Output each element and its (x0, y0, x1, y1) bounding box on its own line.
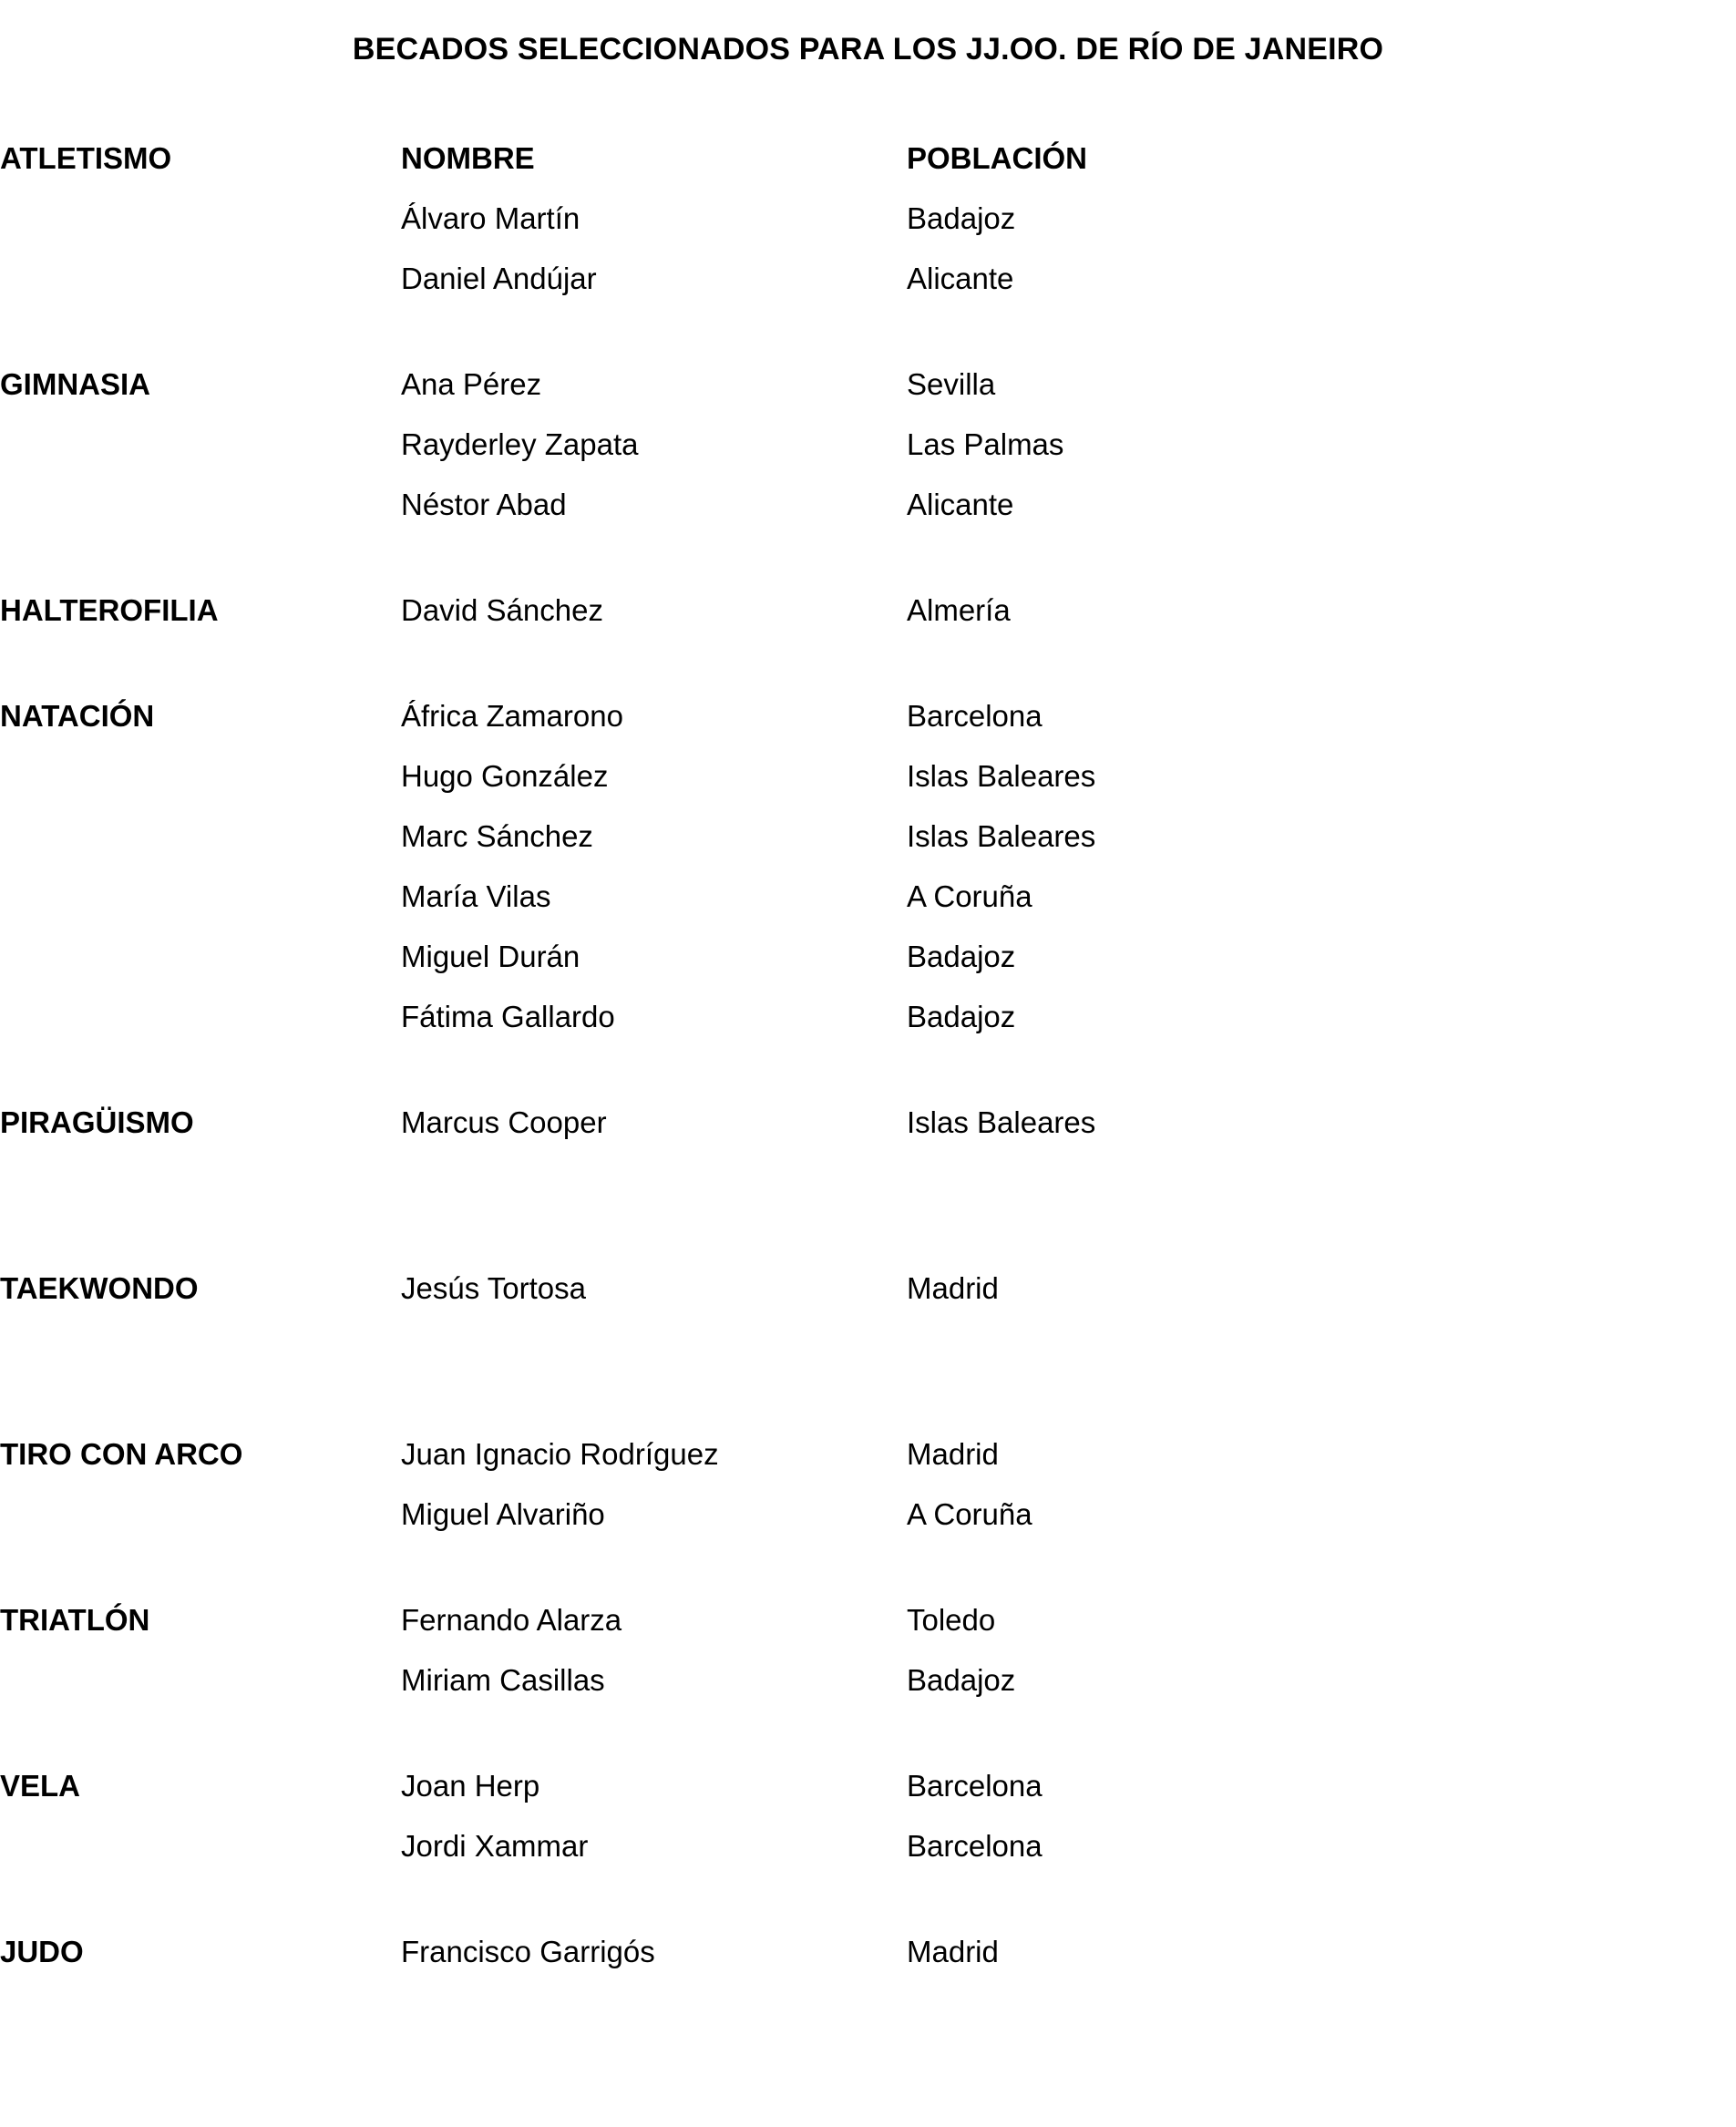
athlete-city: Alicante (907, 487, 1014, 521)
athlete-name: Juan Ignacio Rodríguez (401, 1436, 719, 1471)
sport-cell (0, 415, 401, 475)
group-spacer (0, 641, 1736, 686)
athlete-name: Marc Sánchez (401, 818, 593, 853)
sport-cell: TIRO CON ARCO (0, 1436, 243, 1471)
table-row (0, 189, 1736, 249)
sport-cell (0, 189, 401, 249)
athlete-city: Las Palmas (907, 426, 1064, 461)
sport-cell (0, 1485, 401, 1545)
athlete-city: Madrid (907, 1436, 999, 1471)
athlete-city: Madrid (907, 1270, 999, 1305)
athlete-name: Ana Pérez (401, 366, 542, 401)
table-body (0, 128, 1736, 1982)
athlete-name: Néstor Abad (401, 487, 567, 521)
athlete-name: Rayderley Zapata (401, 426, 639, 461)
column-header-name: NOMBRE (401, 140, 535, 175)
athlete-name: Francisco Garrigós (401, 1934, 655, 1968)
sport-cell: GIMNASIA (0, 366, 150, 401)
group-spacer (0, 1545, 1736, 1590)
group-spacer (0, 1153, 1736, 1259)
athlete-name: África Zamarono (401, 698, 623, 733)
athlete-city: Badajoz (907, 999, 1016, 1033)
group-spacer (0, 1711, 1736, 1756)
athlete-city: Alicante (907, 261, 1014, 295)
athlete-city: Islas Baleares (907, 818, 1096, 853)
spacer-cell (1454, 415, 1736, 475)
athlete-name: Miguel Durán (401, 939, 580, 973)
sport-cell (0, 1650, 401, 1711)
sport-cell (0, 475, 401, 535)
sport-cell: TRIATLÓN (0, 1602, 150, 1637)
table-row (0, 927, 1736, 987)
column-header-sport: ATLETISMO (0, 140, 172, 175)
table-row (0, 354, 1736, 415)
spacer-cell (1454, 1650, 1736, 1711)
spacer-cell (1454, 1259, 1736, 1319)
athlete-city: A Coruña (907, 879, 1032, 913)
athlete-name: Marcus Cooper (401, 1105, 607, 1139)
page-title: BECADOS SELECCIONADOS PARA LOS JJ.OO. DE RÍO DE JANEIRO (352, 32, 1384, 67)
athlete-name: Álvaro Martín (401, 200, 580, 235)
sport-cell: HALTEROFILIA (0, 592, 219, 627)
sport-cell (0, 867, 401, 927)
spacer-cell (1454, 249, 1736, 309)
sport-cell (0, 927, 401, 987)
group-spacer (0, 309, 1736, 354)
spacer-cell (1454, 581, 1736, 641)
table-row (0, 1650, 1736, 1711)
athlete-name: María Vilas (401, 879, 551, 913)
table-row (0, 1485, 1736, 1545)
spacer-cell (1454, 189, 1736, 249)
sport-cell: TAEKWONDO (0, 1270, 199, 1305)
athlete-city: Islas Baleares (907, 1105, 1096, 1139)
sport-cell: VELA (0, 1768, 81, 1803)
table-row (0, 867, 1736, 927)
athlete-name: Jesús Tortosa (401, 1270, 586, 1305)
athlete-city: Barcelona (907, 1768, 1043, 1803)
table-row (0, 1424, 1736, 1485)
group-spacer (0, 535, 1736, 581)
table-row (0, 987, 1736, 1047)
spacer-cell (1454, 867, 1736, 927)
spacer-cell (1454, 686, 1736, 746)
spacer-cell (1454, 1816, 1736, 1876)
table-row (0, 249, 1736, 309)
table-row (0, 1816, 1736, 1876)
group-spacer (0, 1047, 1736, 1093)
table-row (0, 1093, 1736, 1153)
athlete-name: Fernando Alarza (401, 1602, 622, 1637)
spacer-cell (1454, 1424, 1736, 1485)
athlete-name: David Sánchez (401, 592, 603, 627)
sport-cell (0, 807, 401, 867)
sport-cell (0, 746, 401, 807)
table-row (0, 1259, 1736, 1319)
table-row (0, 686, 1736, 746)
spacer-cell (1454, 1756, 1736, 1816)
athlete-city: Barcelona (907, 1828, 1043, 1863)
athlete-city: Madrid (907, 1934, 999, 1968)
table-row (0, 475, 1736, 535)
athlete-name: Fátima Gallardo (401, 999, 615, 1033)
athlete-city: Badajoz (907, 1662, 1016, 1697)
athlete-city: Almería (907, 592, 1011, 627)
table-row (0, 581, 1736, 641)
spacer-cell (1454, 1590, 1736, 1650)
athlete-name: Miriam Casillas (401, 1662, 605, 1697)
spacer-cell (1454, 1093, 1736, 1153)
group-spacer (0, 1319, 1736, 1424)
athlete-city: Toledo (907, 1602, 996, 1637)
athlete-city: Badajoz (907, 200, 1016, 235)
table-row (0, 1756, 1736, 1816)
sport-cell: JUDO (0, 1934, 84, 1968)
table-row (0, 746, 1736, 807)
athlete-city: Sevilla (907, 366, 996, 401)
group-spacer (0, 1876, 1736, 1922)
athlete-name: Hugo González (401, 758, 609, 793)
spacer-cell (1454, 128, 1736, 189)
column-header-city: POBLACIÓN (907, 140, 1087, 175)
sport-cell: NATACIÓN (0, 698, 155, 733)
spacer-cell (1454, 1485, 1736, 1545)
spacer-cell (1454, 987, 1736, 1047)
athlete-city: Badajoz (907, 939, 1016, 973)
table-row (0, 1922, 1736, 1982)
athletes-table (0, 128, 1736, 1982)
athlete-name: Miguel Alvariño (401, 1496, 605, 1531)
spacer-cell (1454, 746, 1736, 807)
table-row (0, 807, 1736, 867)
athlete-city: Barcelona (907, 698, 1043, 733)
table-header-row (0, 128, 1736, 189)
athlete-city: A Coruña (907, 1496, 1032, 1531)
athlete-name: Daniel Andújar (401, 261, 597, 295)
table-row (0, 415, 1736, 475)
sport-cell (0, 1816, 401, 1876)
table-row (0, 1590, 1736, 1650)
sport-cell: PIRAGÜISMO (0, 1105, 194, 1139)
athlete-name: Joan Herp (401, 1768, 540, 1803)
spacer-cell (1454, 1922, 1736, 1982)
spacer-cell (1454, 927, 1736, 987)
athlete-name: Jordi Xammar (401, 1828, 589, 1863)
athlete-city: Islas Baleares (907, 758, 1096, 793)
spacer-cell (1454, 475, 1736, 535)
sport-cell (0, 987, 401, 1047)
spacer-cell (1454, 354, 1736, 415)
sport-cell (0, 249, 401, 309)
spacer-cell (1454, 807, 1736, 867)
